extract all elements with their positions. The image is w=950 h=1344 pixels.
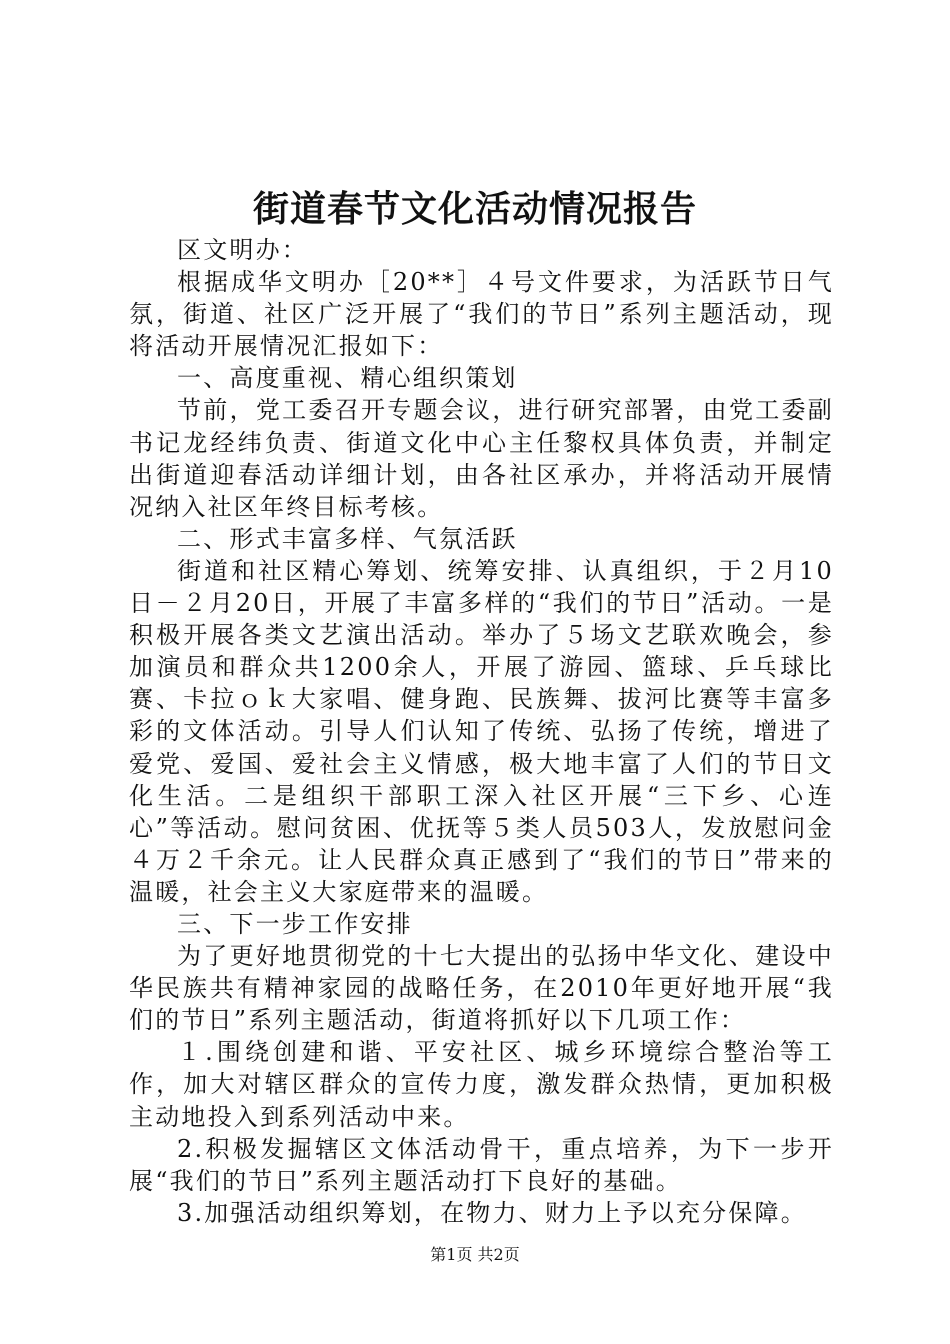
- document-title: 街道春节文化活动情况报告: [252, 188, 697, 230]
- work-item-3: 3.加强活动组织筹划，在物力、财力上予以充分保障。: [177, 1198, 807, 1227]
- section-2-paragraph: 街道和社区精心筹划、统筹安排、认真组织，于２月10日－２月20日，开展了丰富多样的“我们的节日”活动。一是积极开展各类文艺演出活动。举办了５场文艺联欢晚会，参加演员和群众共1200余人，开展了游园、篮球、乒乓球比赛、卡拉ｏｋ大家唱、健身跑、民族舞、拔河比赛等丰富多彩的文体活动。引导人们认知了传统、弘扬了传统，增进了爱党、爱国、爱社会主义情感，极大地丰富了人们的节日文化生活。二是组织干部职工深入社区开展“三下乡、心连心”等活动。慰问贫困、优抚等５类人员503人，发放慰问金４万２千余元。让人民群众真正感到了“我们的节日”带来的温暖，社会主义大家庭带来的温暖。: [129, 556, 834, 906]
- section-heading-1: 一、高度重视、精心组织策划: [177, 364, 518, 393]
- section-1-paragraph: 节前，党工委召开专题会议，进行研究部署，由党工委副书记龙经纬负责、街道文化中心主任黎权具体负责，并制定出街道迎春活动详细计划，由各社区承办，并将活动开展情况纳入社区年终目标考核。: [129, 396, 834, 521]
- intro-paragraph: 根据成华文明办［20**］４号文件要求，为活跃节日气氛，街道、社区广泛开展了“我们的节日”系列主题活动，现将活动开展情况汇报如下：: [129, 268, 834, 361]
- salutation: 区文明办：: [177, 236, 308, 264]
- section-heading-2: 二、形式丰富多样、气氛活跃: [177, 524, 518, 553]
- work-item-2: 2.积极发掘辖区文体活动骨干，重点培养，为下一步开展“我们的节日”系列主题活动打下良好的基础。: [129, 1134, 834, 1195]
- work-item-1: １.围绕创建和谐、平安社区、城乡环境综合整治等工作，加大对辖区群众的宣传力度，激发群众热情，更加积极主动地投入到系列活动中来。: [129, 1038, 834, 1131]
- section-3-paragraph: 为了更好地贯彻党的十七大提出的弘扬中华文化、建设中华民族共有精神家园的战略任务，在2010年更好地开展“我们的节日”系列主题活动，街道将抓好以下几项工作：: [129, 942, 834, 1035]
- page-number-footer: 第1页 共2页: [430, 1245, 520, 1264]
- document-body: [129, 234, 834, 1229]
- section-heading-3: 三、下一步工作安排: [177, 909, 413, 938]
